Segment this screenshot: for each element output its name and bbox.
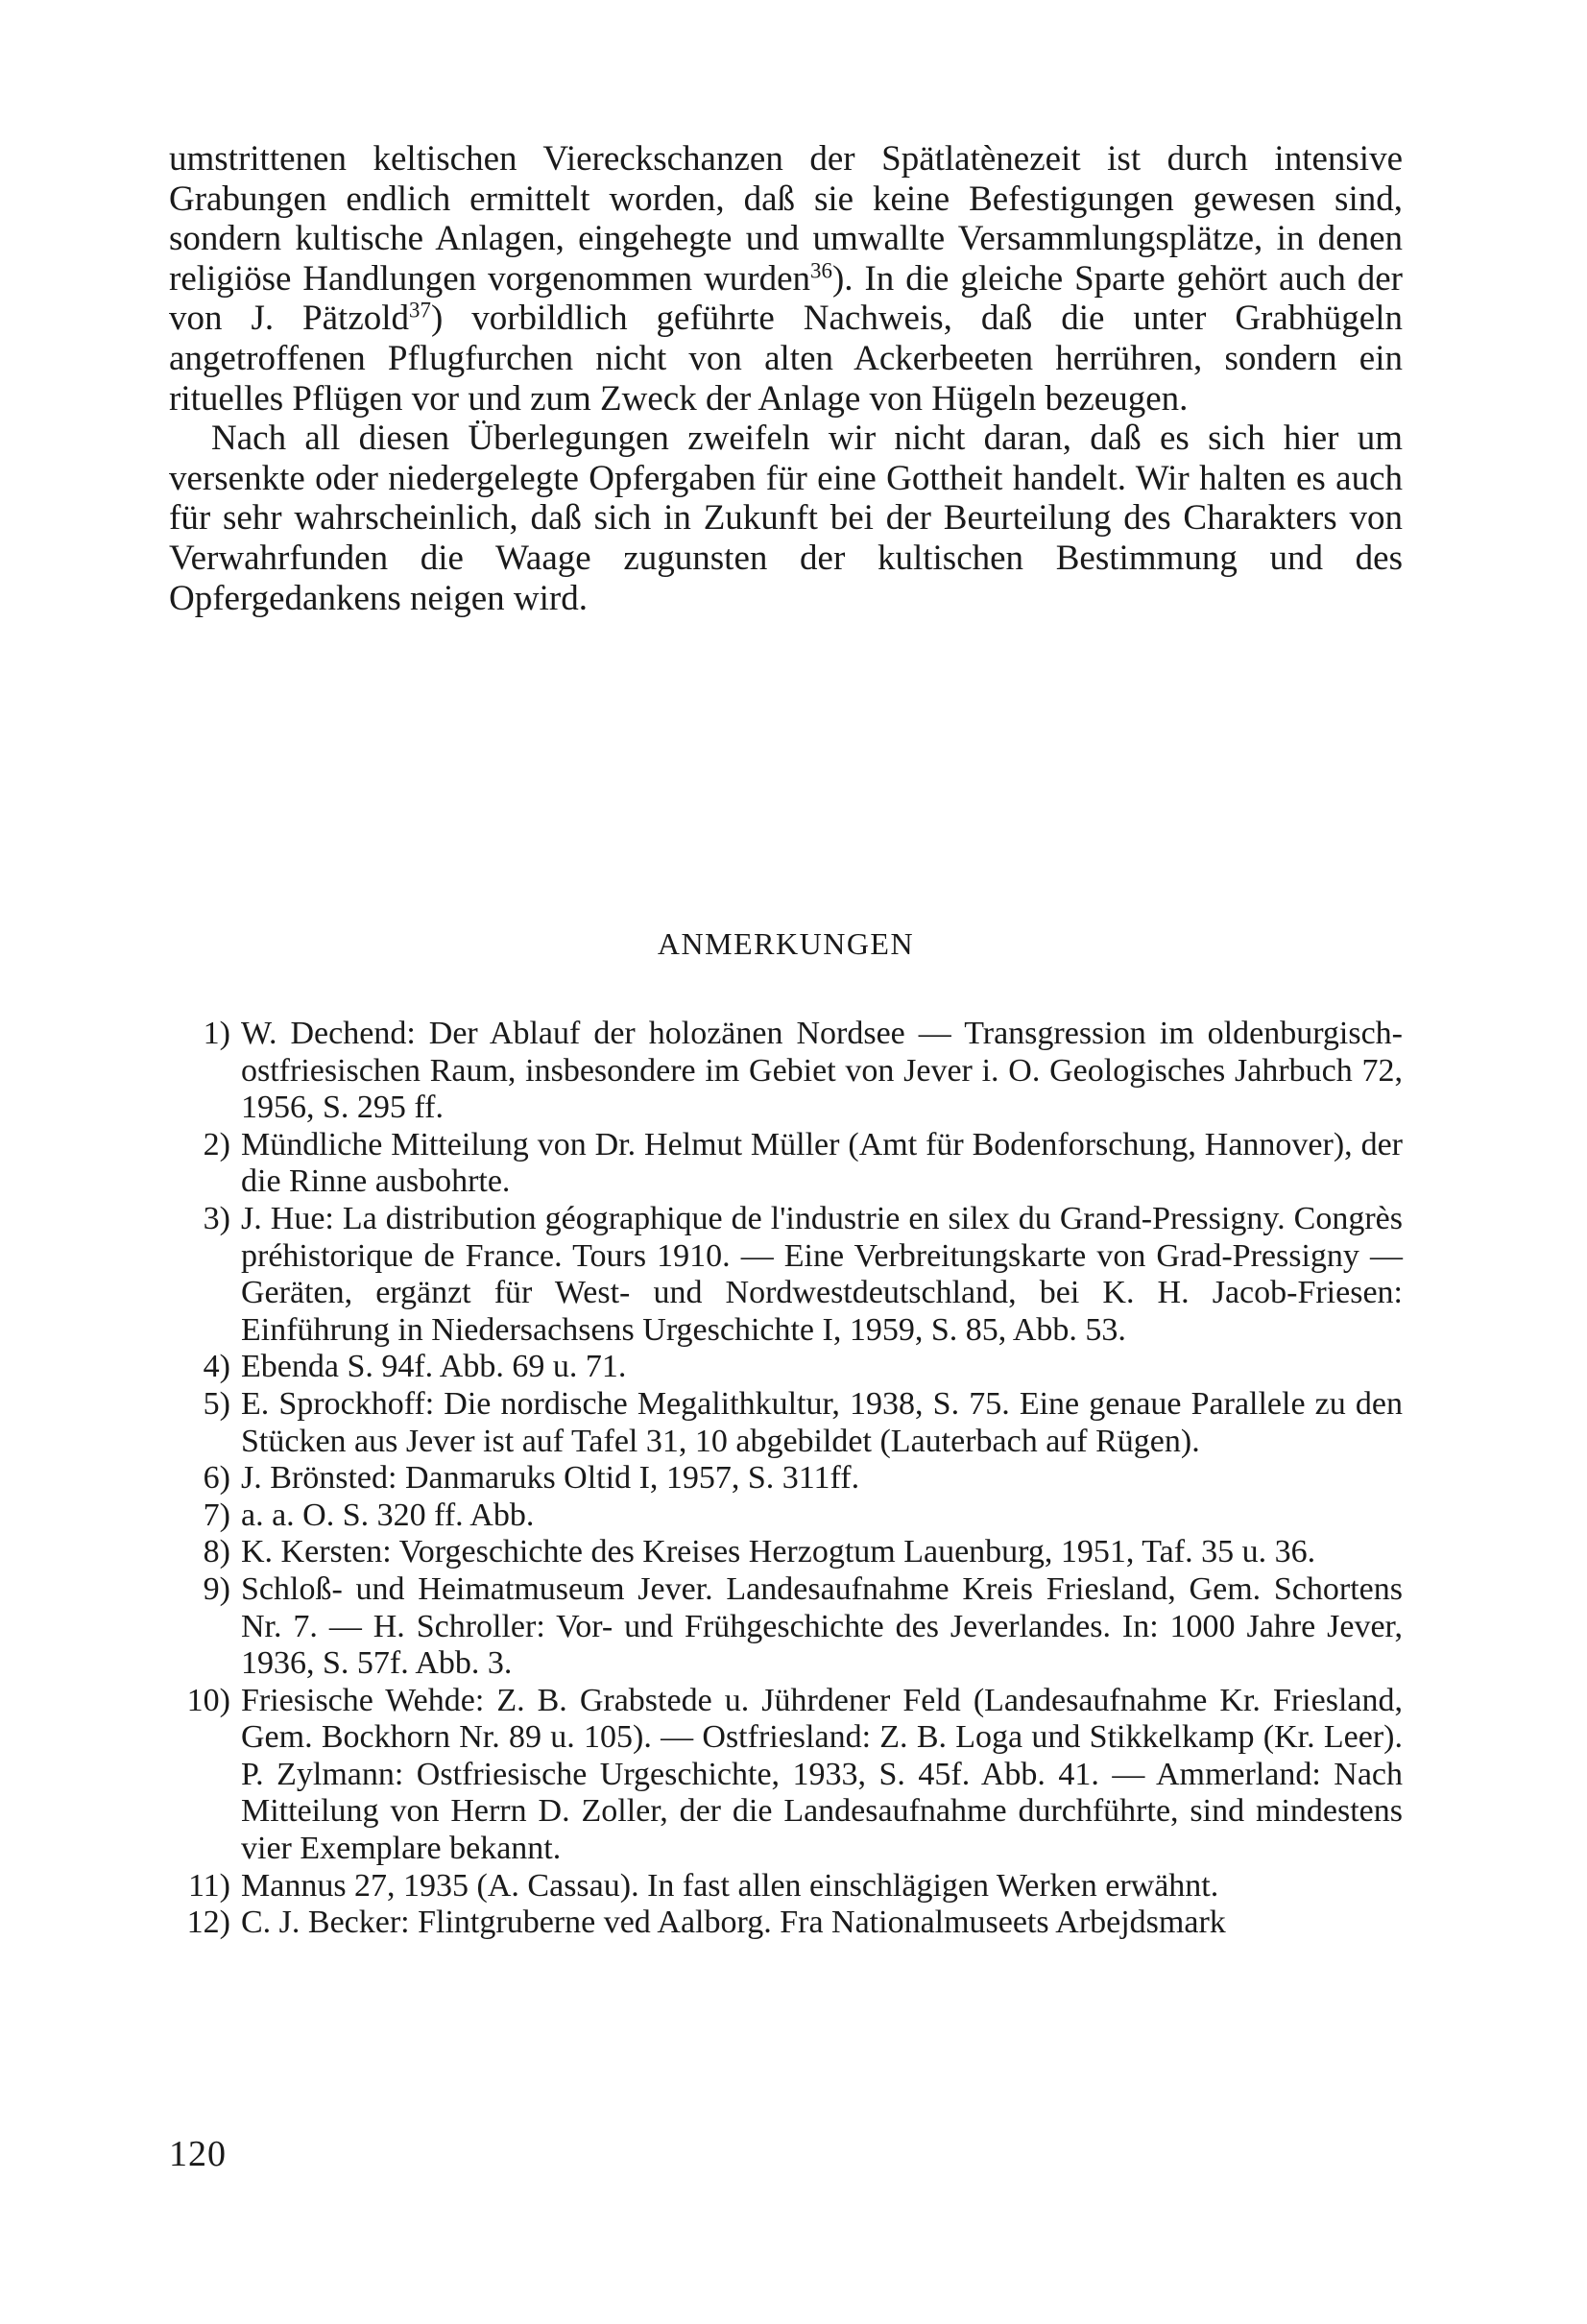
note-number: 1) [203, 1016, 230, 1051]
note-item [163, 1016, 1403, 1127]
page-number: 120 [169, 2134, 227, 2174]
note-item [163, 1683, 1403, 1868]
note-number: 10) [186, 1682, 230, 1718]
note-number: 9) [203, 1570, 230, 1607]
note-text: Ebenda S. 94f. Abb. 69 u. 71. [241, 1349, 627, 1385]
paragraph-text: ). In die gleiche Sparte gehört auch der von J. Pätzold [169, 258, 1403, 339]
note-text: C. J. Becker: Flintgruberne ved Aalborg. Fra Nationalmuseets Arbejdsmark [241, 1905, 1226, 1941]
note-number: 12) [186, 1905, 230, 1941]
note-text: Friesische Wehde: Z. B. Grabstede u. Jührdener Feld (Landesaufnahme Kr. Friesland, Gem. Bockhorn Nr. 89 u. 105). — Ostfriesland: Z. B. Loga und Stikkelkamp (Kr. Leer). P. Zylmann: Ostfriesische Urgeschichte, 1933, S. 45f. Abb. 41. — Ammerland: Nach Mitteilung von Herrn D. Zoller, der die Landesaufnahme durchführte, sind mindestens vier Exemplare bekannt. [241, 1682, 1403, 1867]
note-item [163, 1905, 1403, 1942]
note-item [163, 1571, 1403, 1683]
note-text: W. Dechend: Der Ablauf der holozänen Nordsee — Transgression im oldenburgisch-ostfriesischen Raum, insbesondere im Gebiet von Jever i. O. Geologisches Jahrbuch 72, 1956, S. 295 ff. [241, 1016, 1403, 1126]
body-text [169, 139, 1403, 618]
note-number: 7) [203, 1497, 230, 1533]
note-text: J. Hue: La distribution géographique de l'industrie en silex du Grand-Pressigny. Congrès préhistorique de France. Tours 1910. — Eine Verbreitungskarte von Grad-Pressigny — Geräten, ergänzt für West- und Nordwestdeutschland, bei K. H. Jacob-Friesen: Einführung in Niedersachsens Urgeschichte I, 1959, S. 85, Abb. 53. [241, 1200, 1403, 1348]
note-item [163, 1460, 1403, 1497]
note-text: J. Brönsted: Danmaruks Oltid I, 1957, S. 311ff. [241, 1460, 860, 1497]
note-item [163, 1127, 1403, 1201]
note-number: 4) [203, 1349, 230, 1385]
note-text: Mündliche Mitteilung von Dr. Helmut Müller (Amt für Bodenforschung, Hannover), der die Rinne ausbohrte. [241, 1126, 1403, 1200]
note-item [163, 1386, 1403, 1460]
footnote-ref: 36 [810, 258, 832, 283]
note-number: 11) [187, 1867, 230, 1904]
note-text: K. Kersten: Vorgeschichte des Kreises Herzogtum Lauenburg, 1951, Taf. 35 u. 36. [241, 1534, 1316, 1570]
note-text: E. Sprockhoff: Die nordische Megalithkultur, 1938, S. 75. Eine genaue Parallele zu den Stücken aus Jever ist auf Tafel 31, 10 abgebildet (Lauterbach auf Rügen). [241, 1385, 1403, 1459]
body-paragraph [169, 139, 1403, 419]
note-text: a. a. O. S. 320 ff. Abb. [241, 1497, 535, 1533]
paragraph-text: umstrittenen keltischen Viereckschanzen der Spätlatènezeit ist durch intensive Grabungen endlich ermittelt worden, daß sie keine Befestigungen gewesen sind, sondern kultische Anlagen, eingehegte und umwallte Versammlungsplätze, in denen religiöse Handlungen vorgenommen wurden [169, 139, 1403, 299]
note-item [163, 1868, 1403, 1905]
notes-list [163, 1016, 1403, 1942]
note-text: Schloß- und Heimatmuseum Jever. Landesaufnahme Kreis Friesland, Gem. Schortens Nr. 7. — H. Schroller: Vor- und Frühgeschichte des Jeverlandes. In: 1000 Jahre Jever, 1936, S. 57f. Abb. 3. [241, 1570, 1403, 1682]
note-item [163, 1497, 1403, 1535]
notes-heading: ANMERKUNGEN [657, 926, 915, 961]
note-number: 8) [203, 1534, 230, 1570]
note-number: 5) [203, 1385, 230, 1422]
body-paragraph: Nach all diesen Überlegungen zweifeln wir nicht daran, daß es sich hier um versenkte oder niedergelegte Opfergaben für eine Gottheit handelt. Wir halten es auch für sehr wahrscheinlich, daß sich in Zukunft bei der Beurteilung des Charakters von Verwahrfunden die Waage zugunsten der kultischen Bestimmung und des Opfergedankens neigen wird. [169, 419, 1403, 618]
note-item [163, 1534, 1403, 1571]
note-number: 3) [203, 1200, 230, 1236]
note-number: 2) [203, 1126, 230, 1162]
note-number: 6) [203, 1460, 230, 1497]
note-item [163, 1349, 1403, 1386]
paragraph-text: ) vorbildlich geführte Nachweis, daß die unter Grabhügeln angetroffenen Pflugfurchen nicht von alten Ackerbeeten herrühren, sondern ein rituelles Pflügen vor und zum Zweck der Anlage von Hügeln bezeugen. [169, 299, 1403, 419]
footnote-ref: 37 [409, 298, 431, 323]
note-item [163, 1201, 1403, 1349]
note-text: Mannus 27, 1935 (A. Cassau). In fast allen einschlägigen Werken erwähnt. [241, 1867, 1219, 1904]
